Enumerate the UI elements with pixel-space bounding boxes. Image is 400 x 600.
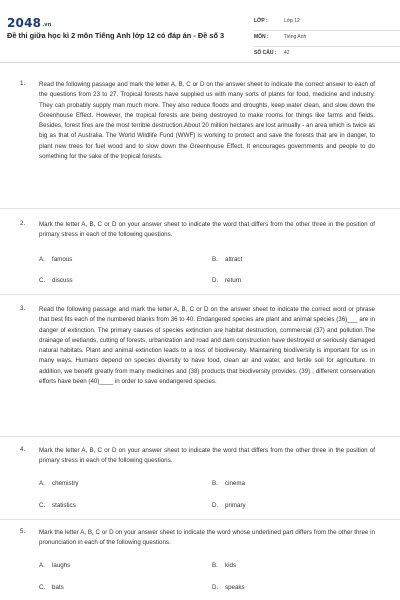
option-letter: B. [212,480,218,487]
option-text: attract [225,256,243,263]
option-text: kids [225,562,237,569]
option-text: return [225,277,242,284]
option-c[interactable] [39,584,64,591]
option-letter: C. [39,502,46,509]
question-number: 4. [20,446,26,453]
question-text: Mark the letter A, B, C or D on your answer sheet to indicate the word that differs from the other three in the position of primary stress in each of the following questions. [39,447,375,465]
option-b[interactable] [212,256,242,263]
option-text: laughs [52,562,71,569]
divider [0,208,400,209]
option-text: cinema [225,480,245,487]
logo-text: 2048 [7,16,42,30]
option-text: chemistry [52,480,79,487]
option-letter: A. [39,562,45,569]
option-letter: C. [39,277,46,284]
meta-class-label: LỚP : [254,18,268,24]
meta-count-row [254,47,400,62]
meta-subject-label: MÔN : [254,34,269,40]
meta-subject-row [254,31,400,47]
option-letter: C. [39,584,46,591]
option-c[interactable] [39,277,73,284]
site-logo[interactable] [7,16,52,30]
logo-suffix: .vn [42,22,52,28]
option-b[interactable] [212,562,236,569]
question-text: Mark the letter A, B, C or D on your answer sheet to indicate the word whose underlined part differs from the other three in pronunciation in each of the following questions. [39,529,375,547]
page-header [0,0,400,63]
option-text: primary [225,502,246,509]
meta-class-value: Lớp 12 [284,18,300,24]
option-d[interactable] [212,502,246,509]
option-a[interactable] [39,480,78,487]
divider [0,294,400,295]
option-letter: B. [212,256,218,263]
option-text: discuss [52,277,73,284]
divider [0,436,400,437]
document-title: Đề thi giữa học kì 2 môn Tiếng Anh lớp 12 có đáp án - Đề số 3 [7,31,225,40]
question-number: 2. [20,220,26,227]
divider [0,519,400,520]
meta-count-value: 42 [284,50,290,56]
option-text: statistics [52,502,76,509]
option-letter: B. [212,562,218,569]
option-text: bats [52,584,64,591]
meta-class-row [254,15,400,31]
option-text: speaks [225,584,245,591]
meta-subject-value: Tiếng Anh [284,34,307,40]
meta-count-label: SỐ CÂU : [254,50,277,56]
option-a[interactable] [39,562,70,569]
option-d[interactable] [212,277,241,284]
question-number: 3. [20,305,26,312]
option-letter: A. [39,480,45,487]
option-b[interactable] [212,480,245,487]
option-d[interactable] [212,584,245,591]
option-letter: D. [212,502,219,509]
option-c[interactable] [39,502,76,509]
option-letter: D. [212,584,219,591]
question-text: Mark the letter A, B, C or D on your answer sheet to indicate the word that differs from the other three in the position of primary stress in each of the following questions. [39,221,375,239]
option-a[interactable] [39,256,72,263]
document-meta [254,15,400,62]
option-letter: D. [212,277,219,284]
question-number: 5. [20,528,26,535]
question-text: Read the following passage and mark the letter A, B, C or D on the answer sheet to indicate the correct word or phrase that best fits each of the numbered blanks from 36 to 40. Endangered species are plant and animal species (36)___ are in danger of extinction. The primary causes of species extinction are habitat destruction, commercial (37) and pollution.The drainage of wetlands, cutting of forests, urbanization and road and dam construction have destroyed or seriously damaged natural habitats. Plant and animal extinction leads to a loss of biodiversity. Maintaining biodiversity is important for us in many ways. Humans depend on species diversity to have food, clean air and water, and fertile soil for agriculture. In addition, we benefit greatly from many medicines and (38) products that biodiversity provides. (39) , different conservation efforts have been (40)____ in order to save endangered species. [39,306,375,386]
question-text: Read the following passage and mark the letter A, B, C or D on the answer sheet to indicate the correct answer to each of the questions from 23 to 27. Tropical forests have supplied us with many sorts of plants for food, medicine and industry. They can probably supply man much more. They also reduce floods and droughts, keep water clean, and slow down the Greenhouse Effect. However, the tropical forests are being destroyed to make rooms for things like farms and fields. Besides, forest fires are the most terrible destruction.About 20 million hectares are lost annually - an area which is twice as big as that of Australia. The World Wildlife Fund (WWF) is working to protect and save the forests that are in danger, to plant new trees for fuel wood and to slow down the Greenhouse Effect. It encourages governments and people to do something for the sake of the tropical forests. [39,81,375,161]
option-text: famous [52,256,73,263]
question-number: 1. [20,80,26,87]
option-letter: A. [39,256,45,263]
